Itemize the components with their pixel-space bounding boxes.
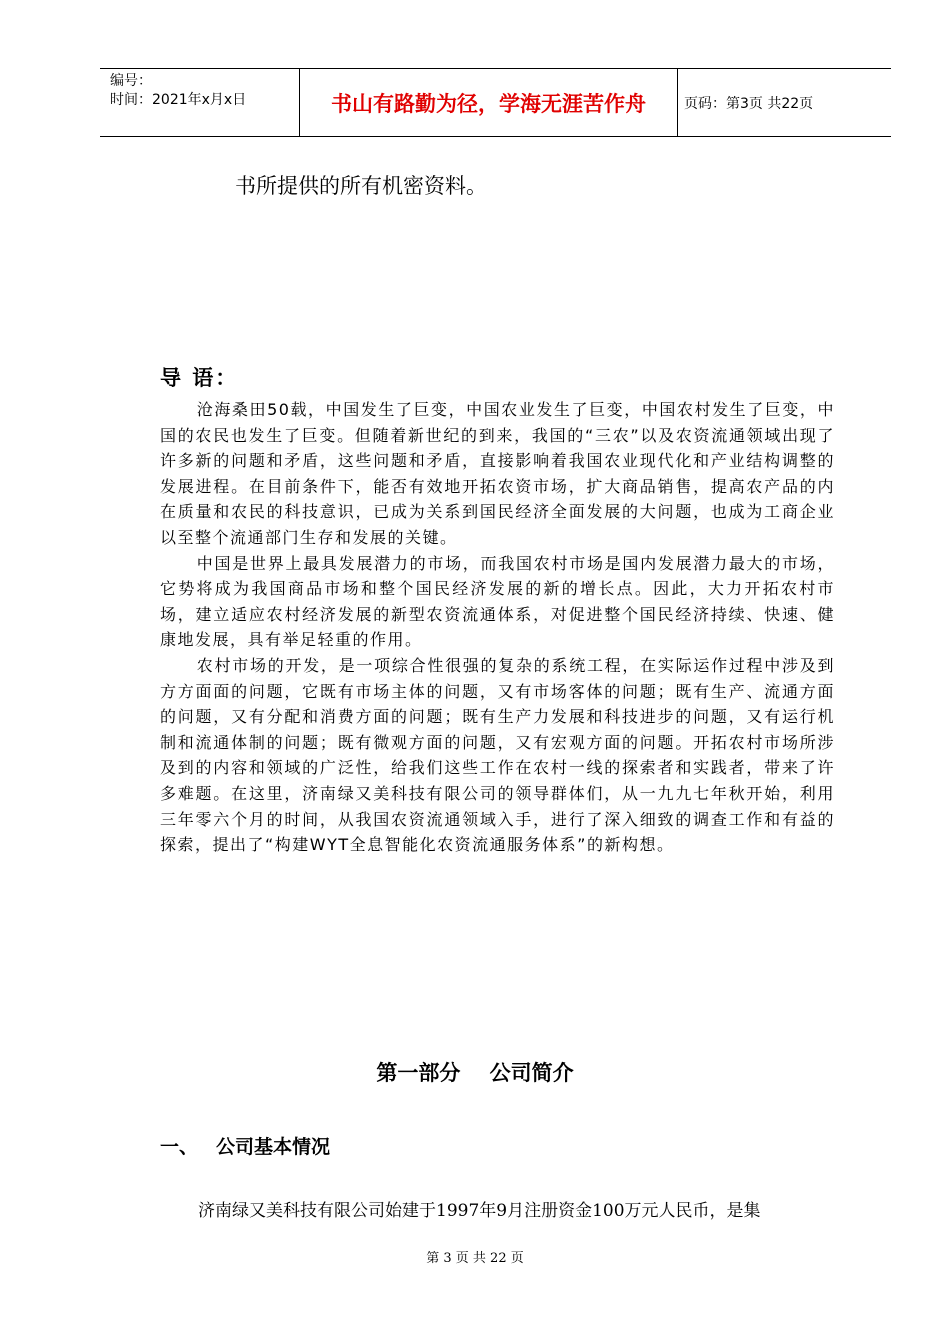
section-title-text: 公司基本情况 bbox=[216, 1136, 331, 1158]
header-meta bbox=[100, 69, 300, 136]
page-footer: 第 3 页 共 22 页 bbox=[426, 1251, 524, 1266]
section-number: 一、 bbox=[160, 1136, 199, 1158]
section-title bbox=[160, 1132, 330, 1159]
intro-body bbox=[160, 397, 835, 858]
header-page-label: 页码：第3页 共22页 bbox=[684, 95, 814, 112]
intro-heading: 导 语： bbox=[160, 366, 239, 390]
intro-paragraph: 沧海桑田50载，中国发生了巨变，中国农业发生了巨变，中国农村发生了巨变，中国的农民也发生了巨变。但随着新世纪的到来，我国的“三农”以及农资流通领域出现了许多新的问题和矛盾，这些问题和矛盾，直接影响着我国农业现代化和产业结构调整的发展进程。在目前条件下，能否有效地开拓农资市场，扩大商品销售，提高农产品的内在质量和农民的科技意识，已成为关系到国民经济全面发展的大问题，也成为工商企业以至整个流通部门生存和发展的关键。 bbox=[160, 400, 835, 547]
document-time-label: 时间：2021年x月x日 bbox=[110, 92, 247, 108]
header-slogan: 书山有路勤为径，学海无涯苦作舟 bbox=[300, 69, 678, 136]
intro-paragraph: 中国是世界上最具发展潜力的市场，而我国农村市场是国内发展潜力最大的市场，它势将成为我国商品市场和整个国民经济发展的新的增长点。因此，大力开拓农村市场，建立适应农村经济发展的新型农资流通体系，对促进整个国民经济持续、快速、健康地发展，具有举足轻重的作用。 bbox=[160, 553, 835, 650]
continuation-text: 书所提供的所有机密资料。 bbox=[235, 174, 487, 198]
intro-paragraph: 农村市场的开发，是一项综合性很强的复杂的系统工程，在实际运作过程中涉及到方方面面的问题，它既有市场主体的问题，又有市场客体的问题；既有生产、流通方面的问题，又有分配和消费方面的问题；既有生产力发展和科技进步的问题，又有运行机制和流通体制的问题；既有微观方面的问题，又有宏观方面的问题。开拓农村市场所涉及到的内容和领域的广泛性，给我们这些工作在农村一线的探索者和实践者，带来了许多难题。在这里，济南绿又美科技有限公司的领导群体们，从一九九七年秋开始，利用三年零六个月的时间，从我国农资流通领域入手，进行了深入细致的调查工作和有益的探索，提出了“构建WYT全息智能化农资流通服务体系”的新构想。 bbox=[160, 655, 835, 855]
page-header bbox=[100, 68, 891, 137]
body-paragraph: 济南绿又美科技有限公司始建于1997年9月注册资金100万元人民币，是集 bbox=[198, 1201, 761, 1221]
part-title: 第一部分 公司简介 bbox=[376, 1061, 574, 1085]
document-number-label: 编号： bbox=[110, 73, 152, 89]
